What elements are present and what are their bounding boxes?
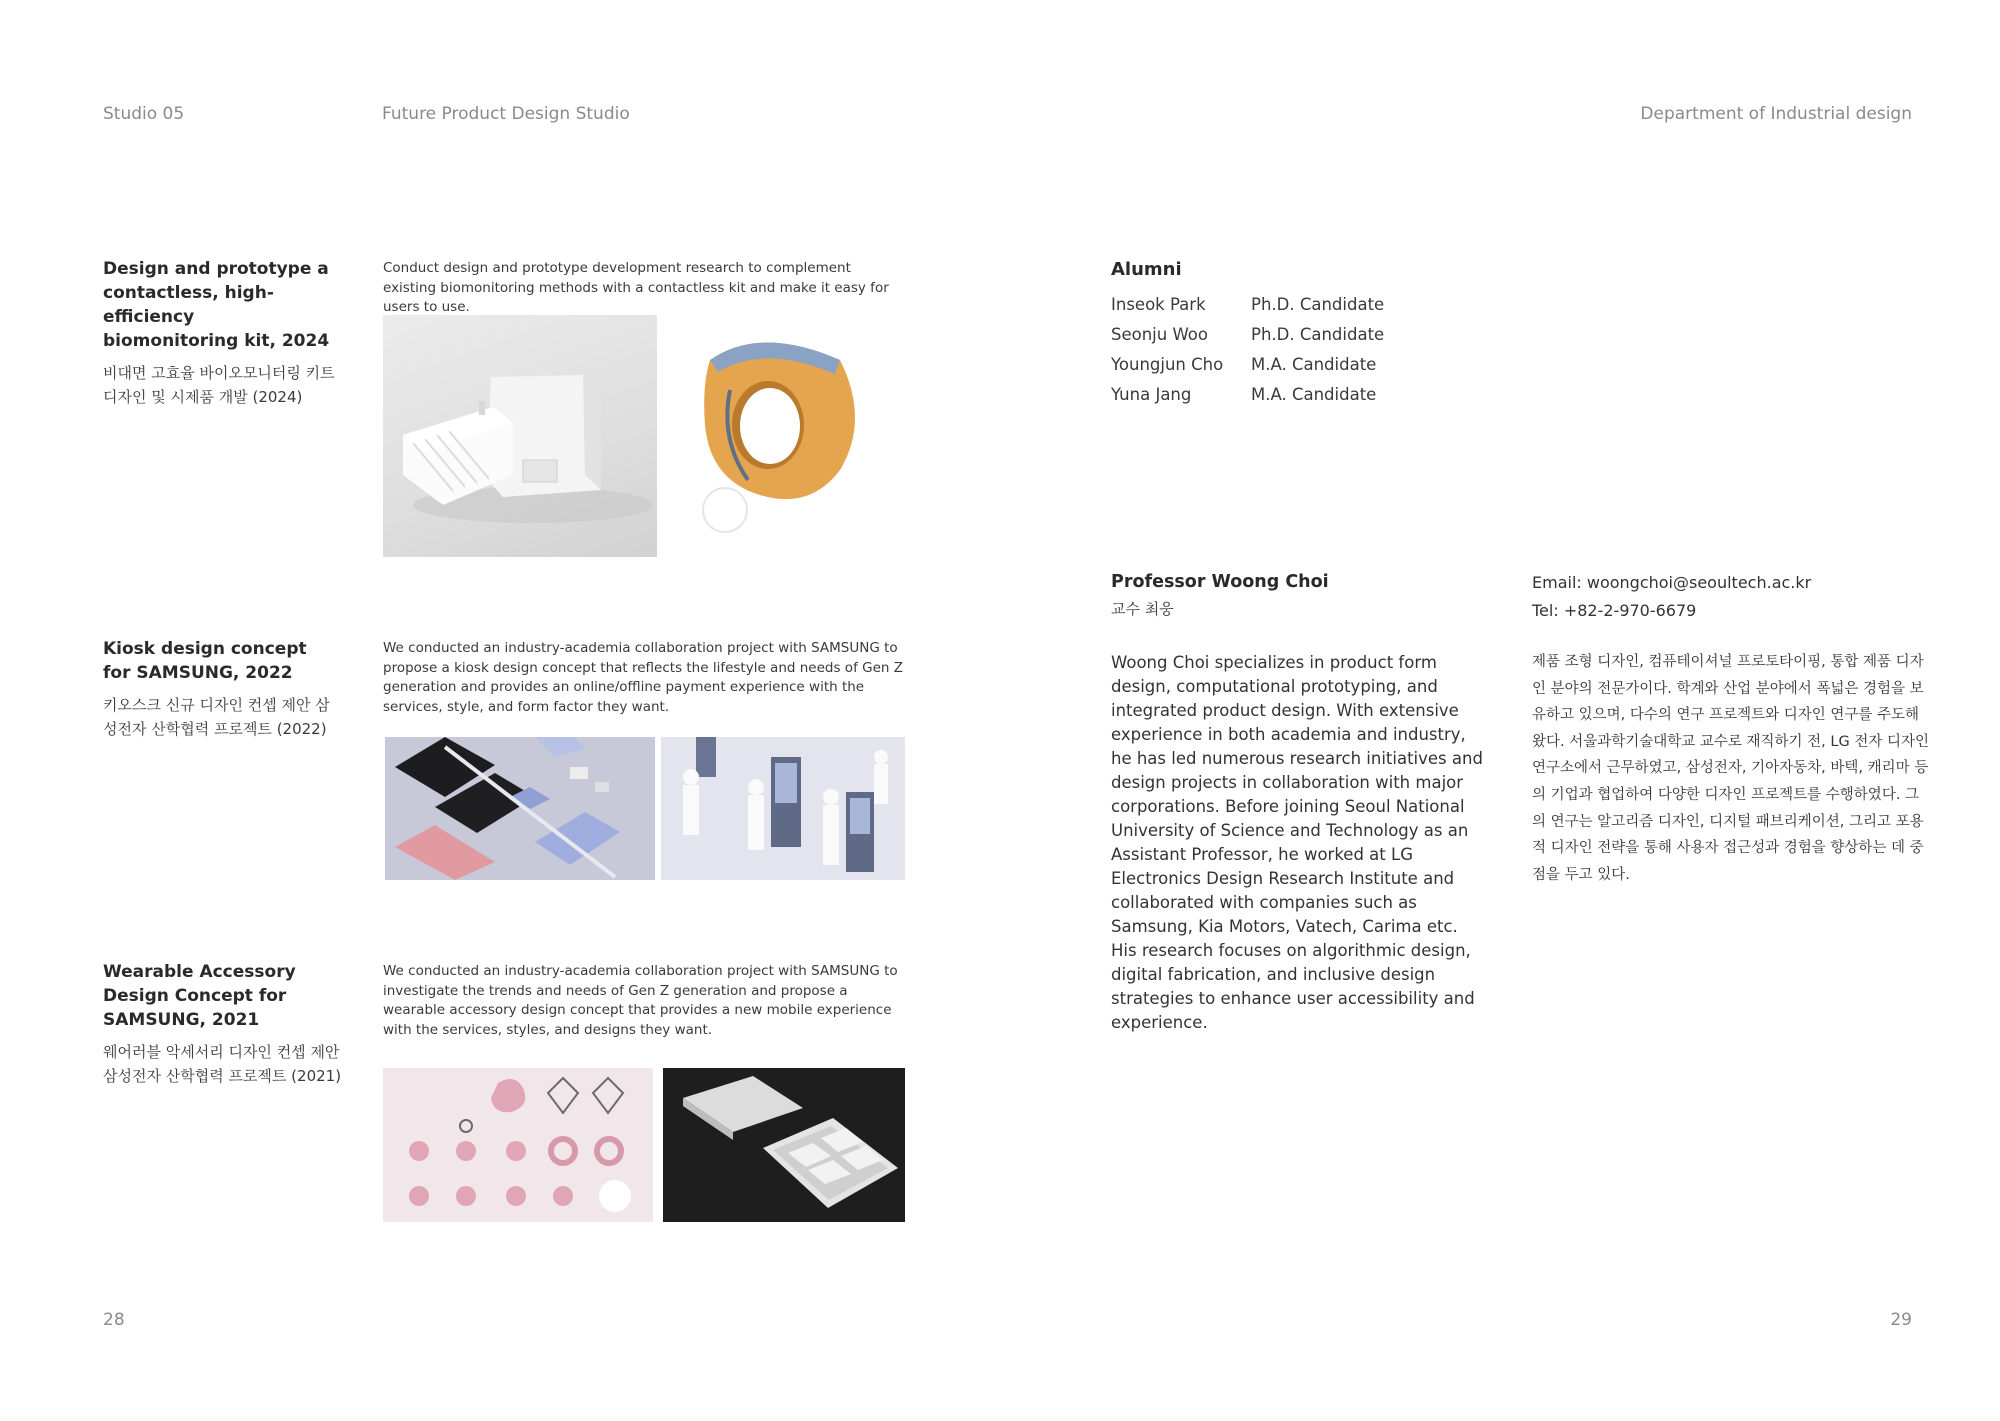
alumni-row xyxy=(1111,380,1384,410)
page-number-right: 29 xyxy=(1890,1310,1912,1330)
alumni-degree: M.A. Candidate xyxy=(1251,355,1377,374)
project-3-heading xyxy=(103,960,343,1088)
alumni-degree: Ph.D. Candidate xyxy=(1251,325,1385,344)
biomonitoring-kit-device-image xyxy=(383,315,657,557)
project-1-title-kr: 비대면 고효율 바이오모니터링 키트 디자인 및 시제품 개발 (2024) xyxy=(103,364,335,406)
alumni-degree: Ph.D. Candidate xyxy=(1251,295,1385,314)
project-1-heading xyxy=(103,257,343,409)
project-2-heading xyxy=(103,637,343,741)
alumni-degree: M.A. Candidate xyxy=(1251,385,1377,404)
project-3-description: We conducted an industry-academia collaboration project with SAMSUNG to investigate the trends and needs of Gen Z generation and propose a wearable accessory design concept that provides a new mobile experience with the services, styles, and designs they want. xyxy=(383,963,898,1038)
project-2-title-kr: 키오스크 신규 디자인 컨셉 제안 삼성전자 산학협력 프로젝트 (2022) xyxy=(103,696,330,738)
alumni-row xyxy=(1111,320,1384,350)
studio-name: Future Product Design Studio xyxy=(382,104,630,124)
alumni-title: Alumni xyxy=(1111,259,1182,280)
professor-bio-kr: 제품 조형 디자인, 컴퓨테이셔널 프로토타이핑, 통합 제품 디자인 분야의 전문가이다. 학계와 산업 분야에서 폭넓은 경험을 보유하고 있으며, 다수의 연구 프로젝트와 디자인 연구를 주도해 왔다. 서울과학기술대학교 교수로 재직하기 전, LG 전자 디자인연구소에서 근무하였고, 삼성전자, 기아자동차, 바텍, 캐리마 등의 기업과 협업하여 다양한 디자인 프로젝트를 수행하였다. 그의 연구는 알고리즘 디자인, 디지털 패브리케이션, 그리고 포용적 디자인 전략을 통해 사용자 접근성과 경험을 향상하는 데 중점을 두고 있다. xyxy=(1532,654,1929,883)
alumni-name: Yuna Jang xyxy=(1111,385,1192,404)
department-name: Department of Industrial design xyxy=(1640,104,1912,124)
alumni-list xyxy=(1111,290,1384,410)
professor-bio: Woong Choi specializes in product form design, computational prototyping, and integrated product design. With extensive experience in both academia and industry, he has led numerous research initiatives and design projects in collaboration with major corporations. Before joining Seoul National University of Science and Technology as an Assistant Professor, he worked at LG Electronics Design Research Institute and collaborated with companies such as Samsung, Kia Motors, Vatech, Carima etc. His research focuses on algorithmic design, digital fabrication, and inclusive design strategies to enhance user accessibility and experience. xyxy=(1111,653,1483,1032)
alumni-row xyxy=(1111,290,1384,320)
alumni-name: Youngjun Cho xyxy=(1111,355,1224,374)
professor-name-kr: 교수 최웅 xyxy=(1111,600,1174,618)
project-3-title-kr: 웨어러블 악세서리 디자인 컨셉 제안 삼성전자 산학협력 프로젝트 (2021) xyxy=(103,1043,342,1085)
professor-phone: Tel: +82-2-970-6679 xyxy=(1532,601,1697,620)
page-number-left: 28 xyxy=(103,1310,125,1330)
professor-contact xyxy=(1532,569,1811,625)
project-1-title: Design and prototype a contactless, high-efficiency biomonitoring kit, 2024 xyxy=(103,259,330,351)
project-2-description: We conducted an industry-academia collaboration project with SAMSUNG to propose a kiosk design concept that reflects the lifestyle and needs of Gen Z generation and provides an online/offline payment experience with the services, style, and form factor they want. xyxy=(383,640,903,715)
project-2-title: Kiosk design concept for SAMSUNG, 2022 xyxy=(103,639,307,683)
professor-heading xyxy=(1111,572,1329,619)
alumni-row xyxy=(1111,350,1384,380)
kiosk-components-image xyxy=(385,737,655,880)
accessory-packaging-image xyxy=(663,1068,905,1222)
studio-number: Studio 05 xyxy=(103,104,185,124)
professor-email: Email: woongchoi@seoultech.ac.kr xyxy=(1532,573,1812,592)
biomonitoring-ring-image xyxy=(690,330,890,540)
professor-name: Professor Woong Choi xyxy=(1111,572,1329,592)
project-1-description: Conduct design and prototype development research to complement existing biomonitoring methods with a contactless kit and make it easy for users to use. xyxy=(383,260,889,315)
alumni-name: Inseok Park xyxy=(1111,295,1206,314)
kiosk-scene-image xyxy=(661,737,905,880)
wearable-accessories-image xyxy=(383,1068,653,1222)
alumni-name: Seonju Woo xyxy=(1111,325,1209,344)
alumni-section xyxy=(1111,259,1384,410)
project-3-title: Wearable Accessory Design Concept for SAMSUNG, 2021 xyxy=(103,962,296,1030)
